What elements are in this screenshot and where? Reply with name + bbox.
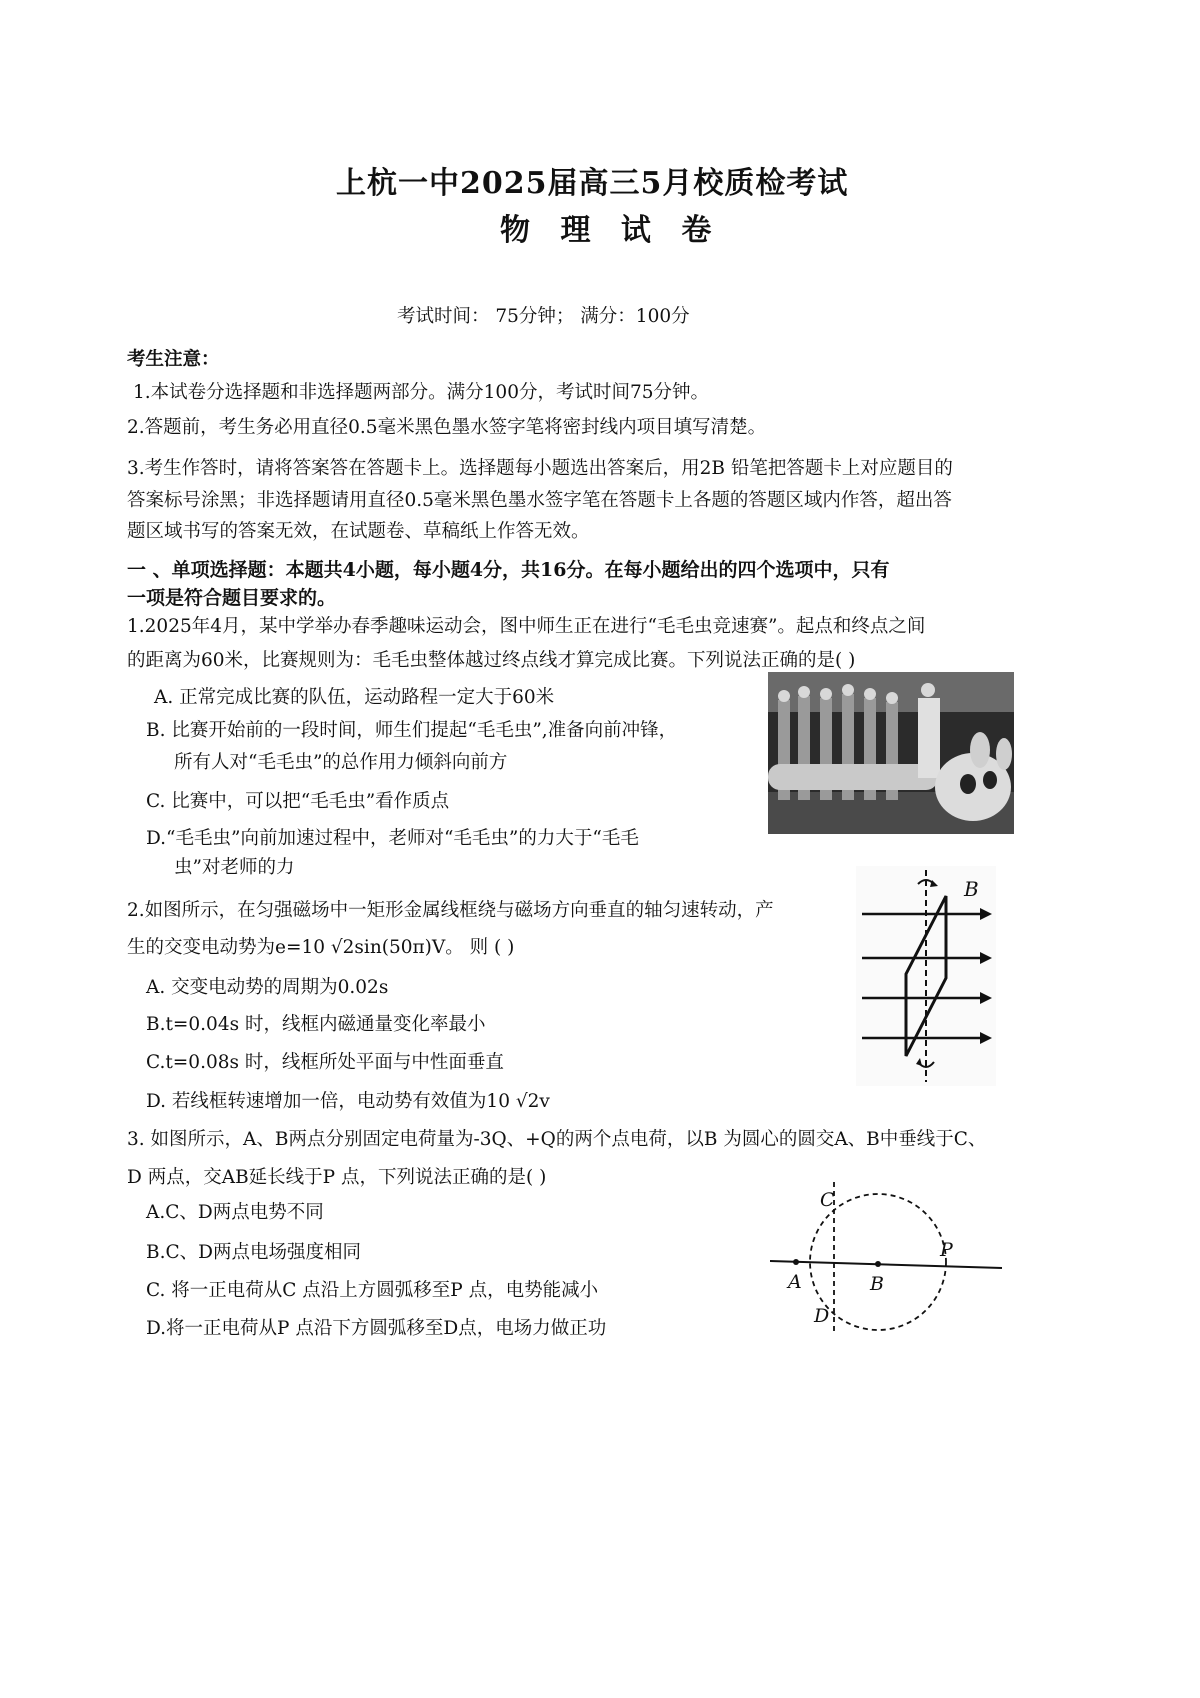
q3-option-a: A.C、D两点电势不同 [146,1202,324,1223]
exam-info: 考试时间： 75分钟； 满分：100分 [397,306,690,327]
q1-option-b-line2: 所有人对“毛毛虫”的总作用力倾斜向前方 [174,752,508,773]
q3-option-c: C. 将一正电荷从C 点沿上方圆弧移至P 点，电势能减小 [146,1280,599,1301]
point-a-label: A [788,1271,802,1293]
q2-option-b: B.t=0.04s 时，线框内磁通量变化率最小 [146,1014,486,1035]
notice-item-2: 2.答题前，考生务必用直径0.5毫米黑色墨水签字笔将密封线内项目填写清楚。 [127,417,767,438]
section1-heading-line2: 一项是符合题目要求的。 [127,587,337,609]
notice-item-3: 3.考生作答时，请将答案答在答题卡上。选择题每小题选出答案后，用2B 铅笔把答题卡上对应题目的 [127,458,953,479]
point-b-label: B [870,1273,884,1295]
q2-stem-line2: 生的交变电动势为e=10 √2sin(50π)V。 则 ( ) [127,937,515,958]
rotating-loop-figure [856,866,996,1086]
exam-subtitle: 物 理 试 卷 [500,213,722,248]
notice-item-3-line2: 答案标号涂黑；非选择题请用直径0.5毫米黑色墨水签字笔在答题卡上各题的答题区域内作答，超出答 [127,490,952,511]
notice-heading: 考生注意： [127,349,220,370]
q1-option-c: C. 比赛中，可以把“毛毛虫”看作质点 [146,791,450,812]
field-label-b: B [964,877,979,901]
q1-stem-line2: 的距离为60米，比赛规则为：毛毛虫整体越过终点线才算完成比赛。下列说法正确的是( ) [127,650,856,671]
q2-option-a: A. 交变电动势的周期为0.02s [146,977,389,998]
exam-title: 上杭一中2025届高三5月校质检考试 [336,166,849,201]
notice-item-3-line3: 题区域书写的答案无效，在试题卷、草稿纸上作答无效。 [127,521,590,542]
point-d-label: D [814,1305,830,1327]
notice-item-1: 1.本试卷分选择题和非选择题两部分。满分100分，考试时间75分钟。 [133,382,710,403]
q1-stem: 1.2025年4月，某中学举办春季趣味运动会，图中师生正在进行“毛毛虫竞速赛”。起点和终点之间 [127,616,926,637]
q3-option-b: B.C、D两点电场强度相同 [146,1242,361,1263]
q3-stem-line2: D 两点，交AB延长线于P 点，下列说法正确的是( ) [127,1167,547,1188]
charges-circle-figure [770,1176,1010,1336]
q1-option-a: A. 正常完成比赛的队伍，运动路程一定大于60米 [154,687,555,708]
q2-stem: 2.如图所示，在匀强磁场中一矩形金属线框绕与磁场方向垂直的轴匀速转动，产 [127,900,774,921]
q2-option-c: C.t=0.08s 时，线框所处平面与中性面垂直 [146,1052,504,1073]
q1-option-d: D.“毛毛虫”向前加速过程中，老师对“毛毛虫”的力大于“毛毛 [146,828,639,849]
point-c-label: C [820,1189,835,1211]
q3-stem: 3. 如图所示，A、B两点分别固定电荷量为-3Q、+Q的两个点电荷，以B 为圆心的圆交A、B中垂线于C、 [127,1129,987,1150]
section1-heading: 一 、单项选择题：本题共4小题，每小题4分，共16分。在每小题给出的四个选项中，只有 [127,559,890,581]
q1-option-b: B. 比赛开始前的一段时间，师生们提起“毛毛虫”,准备向前冲锋， [146,720,678,741]
q2-option-d: D. 若线框转速增加一倍，电动势有效值为10 √2v [146,1091,550,1112]
q3-option-d: D.将一正电荷从P 点沿下方圆弧移至D点，电场力做正功 [146,1318,607,1339]
point-p-label: P [940,1239,953,1261]
q1-option-d-line2: 虫”对老师的力 [174,857,295,878]
caterpillar-race-photo [768,672,1014,834]
